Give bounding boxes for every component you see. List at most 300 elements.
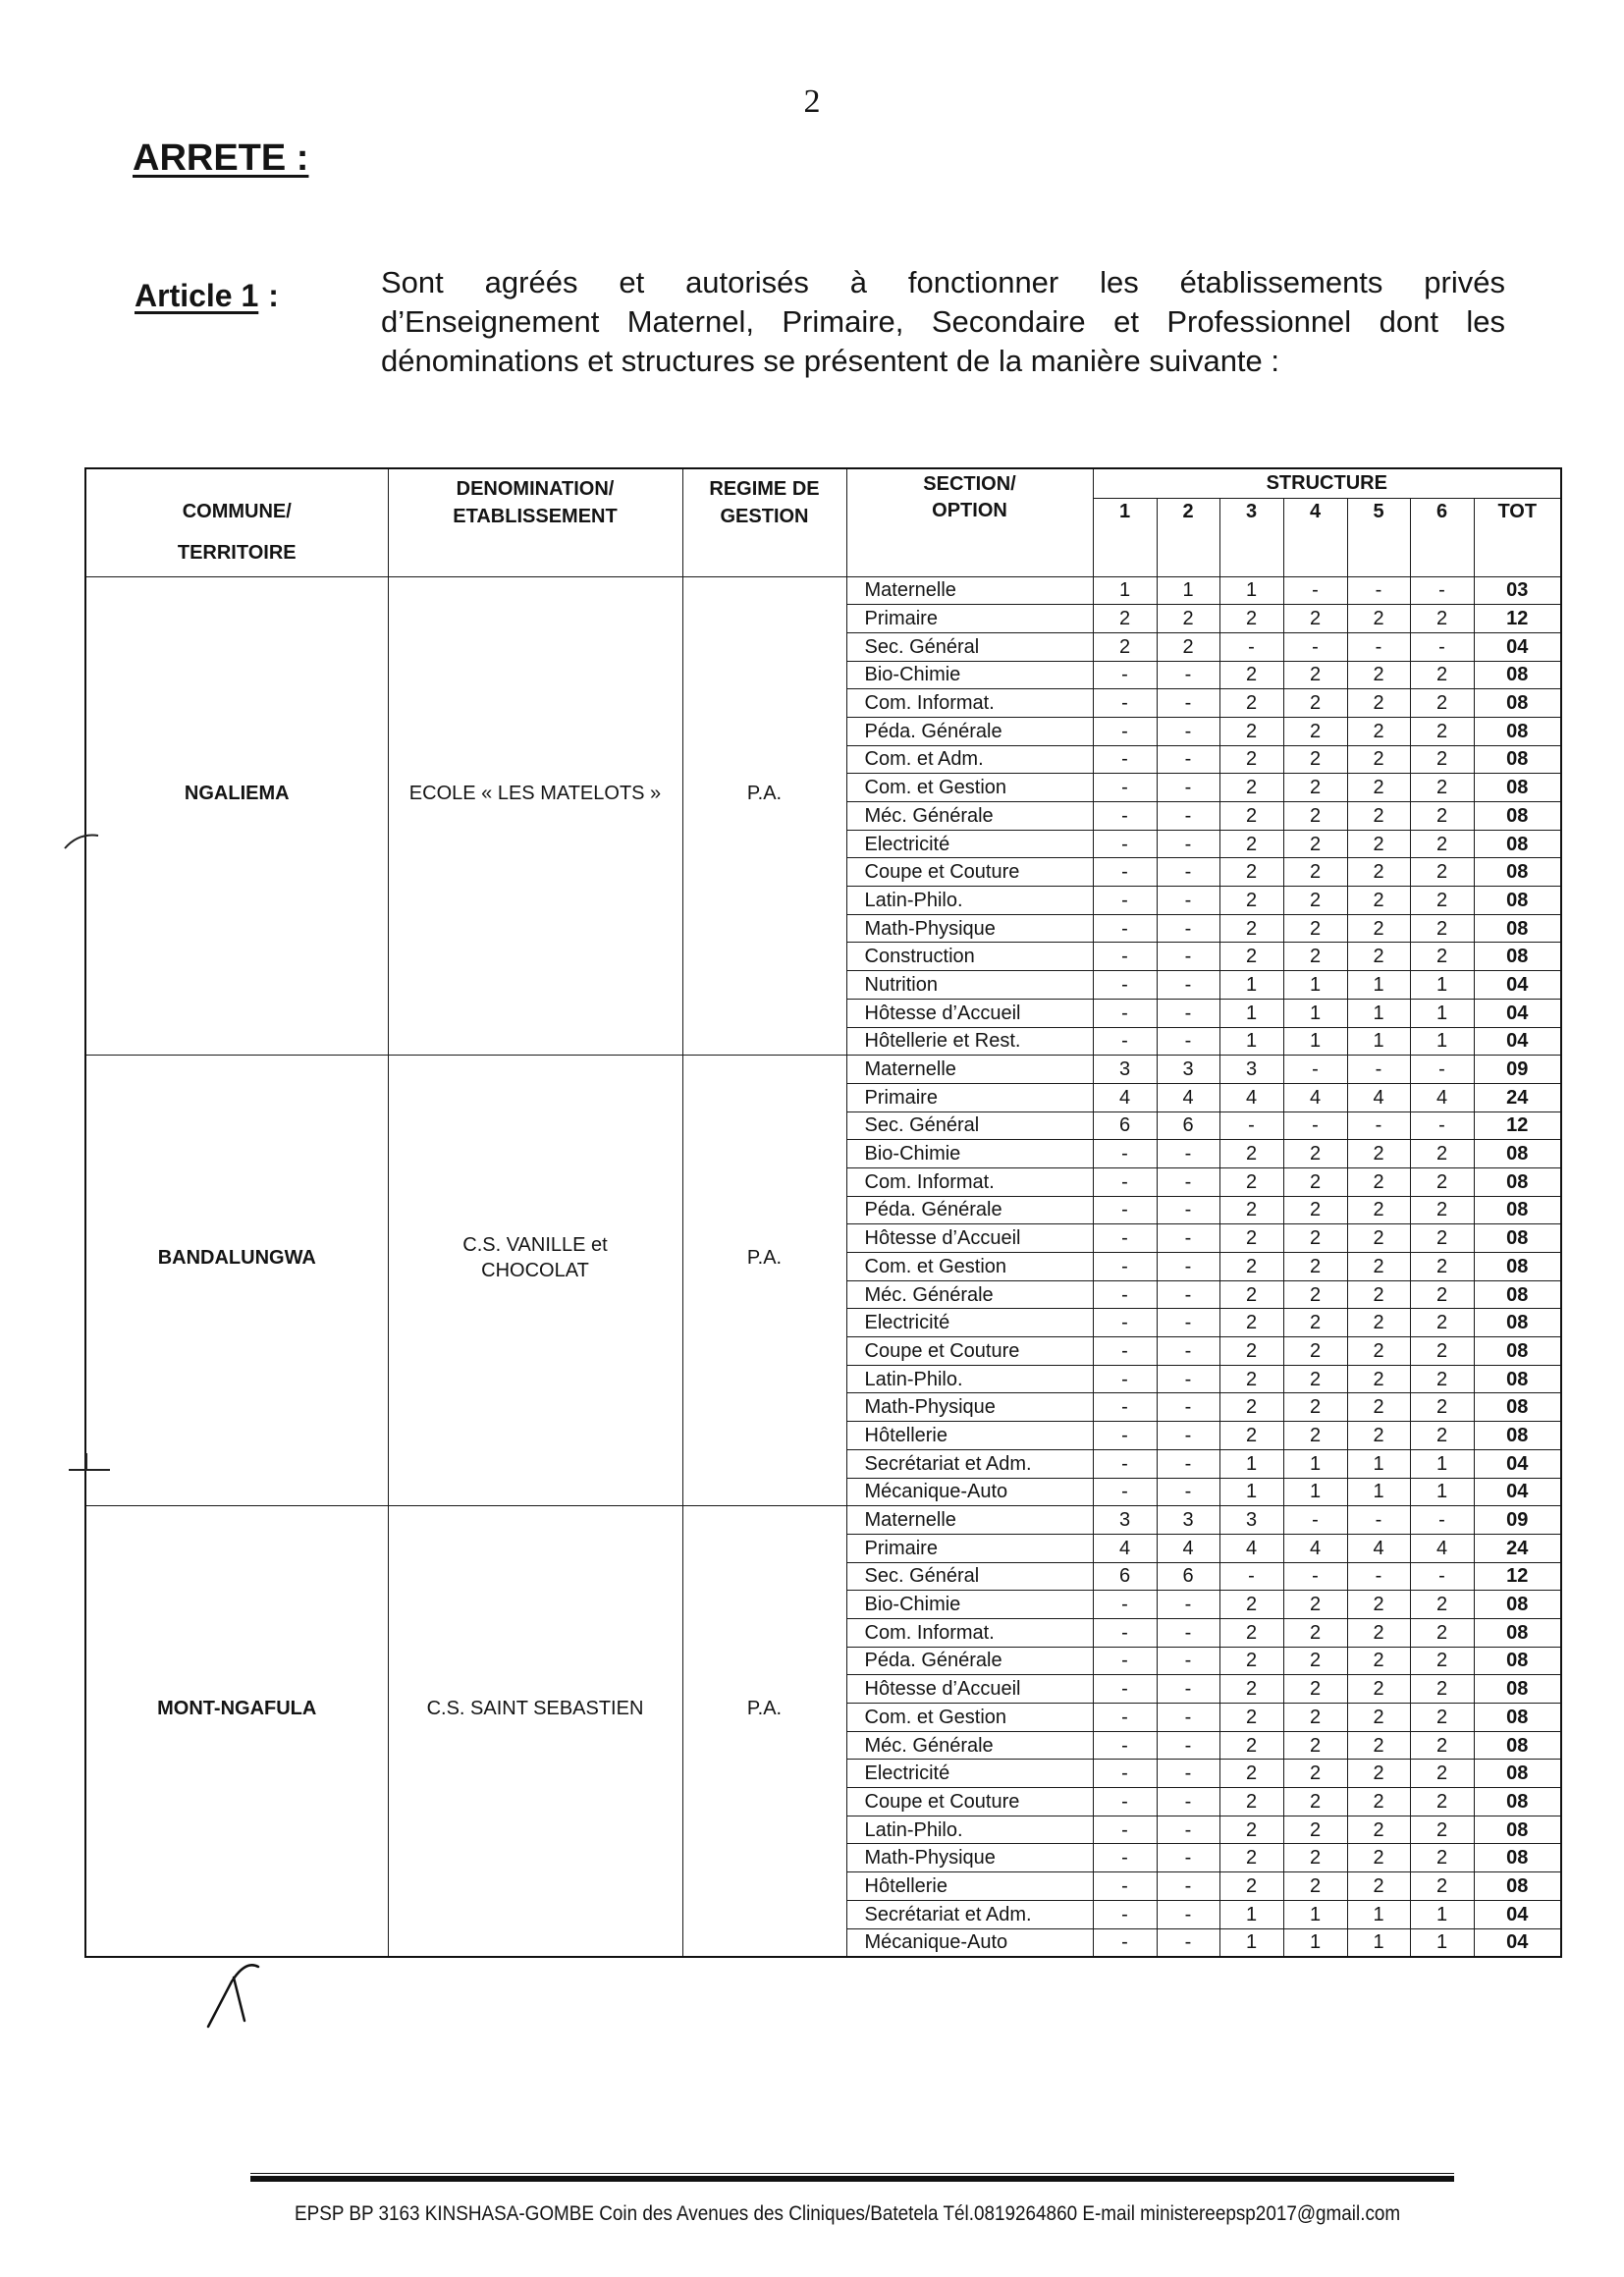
structure-level-cell: 2 (1410, 1591, 1474, 1619)
table-header-row (85, 468, 1561, 498)
structure-level-cell: - (1157, 999, 1219, 1027)
structure-level-cell: - (1157, 1591, 1219, 1619)
denomination-line: C.S. SAINT SEBASTIEN (426, 1697, 644, 1719)
structure-level-cell: - (1157, 1478, 1219, 1506)
structure-level-cell: 2 (1219, 1422, 1283, 1450)
section-option-cell: Electricité (846, 830, 1093, 858)
structure-level-cell: 2 (1283, 745, 1347, 774)
structure-level-cell: 2 (1283, 1196, 1347, 1224)
total-cell: 08 (1474, 1196, 1561, 1224)
total-cell: 08 (1474, 1872, 1561, 1901)
structure-level-cell: - (1093, 999, 1157, 1027)
structure-level-cell: - (1093, 1253, 1157, 1281)
structure-level-cell: 2 (1410, 1224, 1474, 1253)
section-option-cell: Com. et Adm. (846, 745, 1093, 774)
structure-level-cell: - (1157, 1618, 1219, 1647)
section-option-cell: Construction (846, 943, 1093, 971)
structure-level-cell: - (1093, 717, 1157, 745)
structure-level-cell: 2 (1347, 1224, 1410, 1253)
total-cell: 08 (1474, 1647, 1561, 1675)
level-header: 3 (1219, 498, 1283, 576)
total-cell: 08 (1474, 661, 1561, 689)
structure-level-cell: - (1157, 1449, 1219, 1478)
regime-header (682, 468, 846, 576)
total-cell: 04 (1474, 1928, 1561, 1957)
structure-level-cell: 1 (1283, 999, 1347, 1027)
structure-level-cell: - (1157, 1280, 1219, 1309)
structure-level-cell: 2 (1347, 1167, 1410, 1196)
structure-level-cell: 2 (1283, 1167, 1347, 1196)
structure-level-cell: - (1157, 717, 1219, 745)
total-cell: 08 (1474, 1731, 1561, 1760)
total-cell: 08 (1474, 1675, 1561, 1704)
structure-level-cell: 1 (1219, 1027, 1283, 1056)
structure-level-cell: 2 (1157, 605, 1219, 633)
signature-mark (208, 1965, 258, 2027)
structure-level-cell: 2 (1283, 717, 1347, 745)
structure-level-cell: - (1093, 1872, 1157, 1901)
structure-level-cell: 4 (1283, 1083, 1347, 1111)
structure-level-cell: 2 (1283, 943, 1347, 971)
structure-level-cell: 2 (1347, 1647, 1410, 1675)
structure-level-cell: - (1157, 1647, 1219, 1675)
structure-level-cell: 2 (1157, 632, 1219, 661)
structure-level-cell: 2 (1347, 774, 1410, 802)
structure-level-cell: 2 (1093, 605, 1157, 633)
structure-level-cell: - (1410, 632, 1474, 661)
structure-level-cell: 2 (1410, 802, 1474, 831)
structure-level-cell: 2 (1410, 1731, 1474, 1760)
structure-level-cell: - (1283, 1056, 1347, 1084)
total-cell: 08 (1474, 1167, 1561, 1196)
structure-level-cell: 1 (1347, 1027, 1410, 1056)
structure-level-cell: 1 (1347, 1928, 1410, 1957)
total-cell: 24 (1474, 1083, 1561, 1111)
section-option-cell: Péda. Générale (846, 717, 1093, 745)
structure-level-cell: 2 (1219, 1140, 1283, 1168)
structure-level-cell: 2 (1410, 1618, 1474, 1647)
structure-level-cell: - (1093, 1647, 1157, 1675)
structure-level-cell: 2 (1219, 830, 1283, 858)
total-header: TOT (1474, 498, 1561, 576)
section-option-cell: Secrétariat et Adm. (846, 1900, 1093, 1928)
section-option-cell: Hôtesse d’Accueil (846, 1675, 1093, 1704)
section-option-cell: Coupe et Couture (846, 858, 1093, 887)
structure-level-cell: - (1157, 858, 1219, 887)
structure-level-cell: - (1093, 1167, 1157, 1196)
total-cell: 08 (1474, 943, 1561, 971)
structure-level-cell: - (1093, 1591, 1157, 1619)
structure-level-cell: 1 (1219, 1449, 1283, 1478)
structure-level-cell: - (1410, 1111, 1474, 1140)
structure-level-cell: - (1157, 689, 1219, 718)
commune-cell: NGALIEMA (85, 576, 388, 1056)
structure-level-cell: - (1157, 1928, 1219, 1957)
article-line: dénominations et structures se présentent de la manière suivante : (381, 344, 1280, 378)
structure-level-cell: 2 (1410, 1337, 1474, 1366)
denomination-header-line: DENOMINATION/ (456, 478, 615, 500)
structure-level-cell: - (1093, 1140, 1157, 1168)
section-option-cell: Primaire (846, 1534, 1093, 1562)
section-option-cell: Coupe et Couture (846, 1337, 1093, 1366)
section-option-cell: Bio-Chimie (846, 1591, 1093, 1619)
structure-level-cell: 4 (1219, 1083, 1283, 1111)
section-option-cell: Mécanique-Auto (846, 1478, 1093, 1506)
table-header (85, 468, 1561, 576)
structure-level-cell: 3 (1093, 1506, 1157, 1535)
structure-level-cell: - (1219, 1111, 1283, 1140)
structure-level-cell: 2 (1283, 774, 1347, 802)
total-cell: 08 (1474, 717, 1561, 745)
structure-level-cell: - (1093, 1449, 1157, 1478)
structure-level-cell: 2 (1347, 943, 1410, 971)
structure-level-cell: - (1157, 1365, 1219, 1393)
structure-level-cell: - (1093, 1788, 1157, 1816)
total-cell: 12 (1474, 1111, 1561, 1140)
structure-level-cell: 1 (1219, 576, 1283, 605)
structure-level-cell: - (1093, 1196, 1157, 1224)
structure-level-cell: - (1093, 1928, 1157, 1957)
structure-level-cell: 4 (1347, 1534, 1410, 1562)
structure-level-cell: 2 (1410, 689, 1474, 718)
section-option-cell: Secrétariat et Adm. (846, 1449, 1093, 1478)
total-cell: 24 (1474, 1534, 1561, 1562)
structure-level-cell: - (1157, 1393, 1219, 1422)
section-option-cell: Sec. Général (846, 632, 1093, 661)
structure-level-cell: - (1093, 745, 1157, 774)
structure-level-cell: 1 (1410, 1449, 1474, 1478)
structure-level-cell: 2 (1219, 1196, 1283, 1224)
structure-level-cell: 2 (1410, 717, 1474, 745)
structure-level-cell: 2 (1283, 661, 1347, 689)
structure-level-cell: 1 (1219, 1928, 1283, 1957)
section-option-cell: Electricité (846, 1309, 1093, 1337)
section-option-cell: Latin-Philo. (846, 887, 1093, 915)
regime-header-line: REGIME DE (709, 478, 820, 500)
structure-level-cell: 6 (1157, 1562, 1219, 1591)
structure-level-cell: 2 (1283, 1309, 1347, 1337)
section-option-cell: Méc. Générale (846, 802, 1093, 831)
table-row (85, 1506, 1561, 1535)
section-option-cell: Sec. Général (846, 1111, 1093, 1140)
structure-header: STRUCTURE (1093, 468, 1561, 498)
section-option-cell: Nutrition (846, 971, 1093, 1000)
structure-level-cell: 2 (1219, 1224, 1283, 1253)
structure-level-cell: 2 (1219, 1253, 1283, 1281)
section-option-cell: Hôtesse d’Accueil (846, 999, 1093, 1027)
structure-level-cell: 2 (1283, 1731, 1347, 1760)
structure-level-cell: 2 (1283, 1337, 1347, 1366)
structure-level-cell: - (1093, 943, 1157, 971)
section-option-cell: Com. Informat. (846, 1167, 1093, 1196)
structure-level-cell: - (1157, 1704, 1219, 1732)
structure-level-cell: 2 (1347, 1844, 1410, 1872)
structure-level-cell: - (1157, 1422, 1219, 1450)
regime-cell: P.A. (682, 1056, 846, 1506)
total-cell: 08 (1474, 1788, 1561, 1816)
structure-level-cell: 2 (1283, 830, 1347, 858)
structure-level-cell: 2 (1410, 1196, 1474, 1224)
total-cell: 09 (1474, 1506, 1561, 1535)
structure-level-cell: 2 (1410, 1647, 1474, 1675)
commune-cell: BANDALUNGWA (85, 1056, 388, 1506)
section-option-cell: Maternelle (846, 1506, 1093, 1535)
structure-level-cell: - (1157, 1760, 1219, 1788)
commune-header-line: COMMUNE/ (182, 501, 292, 522)
structure-level-cell: - (1283, 1111, 1347, 1140)
level-header: 6 (1410, 498, 1474, 576)
total-cell: 08 (1474, 1393, 1561, 1422)
structure-level-cell: 2 (1219, 689, 1283, 718)
structure-level-cell: 2 (1283, 1647, 1347, 1675)
structure-level-cell: 2 (1347, 1760, 1410, 1788)
structure-level-cell: 2 (1283, 887, 1347, 915)
structure-level-cell: - (1410, 1056, 1474, 1084)
structure-level-cell: 2 (1219, 1760, 1283, 1788)
total-cell: 08 (1474, 1618, 1561, 1647)
structure-level-cell: - (1157, 802, 1219, 831)
structure-level-cell: 2 (1347, 1675, 1410, 1704)
article-line: d’Enseignement Maternel, Primaire, Secondaire et Professionnel dont les (381, 304, 1505, 339)
structure-level-cell: 2 (1410, 1309, 1474, 1337)
structure-level-cell: - (1157, 1253, 1219, 1281)
structure-level-cell: 2 (1219, 1618, 1283, 1647)
total-cell: 08 (1474, 1280, 1561, 1309)
structure-level-cell: 2 (1410, 1253, 1474, 1281)
structure-level-cell: 2 (1219, 1872, 1283, 1901)
total-cell: 08 (1474, 830, 1561, 858)
structure-level-cell: - (1093, 1309, 1157, 1337)
structure-level-cell: - (1093, 1365, 1157, 1393)
structure-level-cell: 2 (1283, 1844, 1347, 1872)
total-cell: 08 (1474, 887, 1561, 915)
structure-level-cell: 2 (1347, 1704, 1410, 1732)
structure-level-cell: 2 (1410, 1675, 1474, 1704)
section-option-cell: Méc. Générale (846, 1280, 1093, 1309)
total-cell: 08 (1474, 1422, 1561, 1450)
total-cell: 08 (1474, 689, 1561, 718)
structure-level-cell: 2 (1283, 1422, 1347, 1450)
structure-level-cell: 2 (1219, 1280, 1283, 1309)
structure-level-cell: - (1093, 1704, 1157, 1732)
structure-level-cell: 2 (1347, 1337, 1410, 1366)
structure-level-cell: - (1157, 943, 1219, 971)
structure-level-cell: 1 (1283, 1027, 1347, 1056)
structure-level-cell: - (1093, 858, 1157, 887)
structure-level-cell: 2 (1219, 1704, 1283, 1732)
total-cell: 08 (1474, 858, 1561, 887)
structure-level-cell: - (1219, 1562, 1283, 1591)
section-option-cell: Maternelle (846, 576, 1093, 605)
structure-level-cell: - (1093, 1618, 1157, 1647)
structure-level-cell: 1 (1219, 999, 1283, 1027)
structure-level-cell: - (1157, 1872, 1219, 1901)
structure-level-cell: 2 (1219, 914, 1283, 943)
section-option-cell: Com. et Gestion (846, 1704, 1093, 1732)
structure-level-cell: - (1410, 576, 1474, 605)
section-option-cell: Primaire (846, 1083, 1093, 1111)
structure-level-cell: - (1157, 1309, 1219, 1337)
total-cell: 08 (1474, 745, 1561, 774)
article-label (135, 276, 279, 315)
level-header: 5 (1347, 498, 1410, 576)
structure-level-cell: 2 (1219, 1816, 1283, 1844)
structure-level-cell: 2 (1347, 858, 1410, 887)
article-body (381, 263, 1505, 381)
structure-level-cell: 2 (1347, 1196, 1410, 1224)
structure-level-cell: 6 (1093, 1562, 1157, 1591)
structure-level-cell: 2 (1219, 943, 1283, 971)
structure-level-cell: 2 (1347, 605, 1410, 633)
structure-level-cell: - (1157, 745, 1219, 774)
structure-level-cell: 4 (1093, 1083, 1157, 1111)
section-option-cell: Math-Physique (846, 914, 1093, 943)
structure-level-cell: 1 (1219, 1478, 1283, 1506)
structure-level-cell: - (1157, 661, 1219, 689)
structure-level-cell: - (1157, 1844, 1219, 1872)
structure-level-cell: - (1093, 971, 1157, 1000)
section-option-cell: Hôtellerie (846, 1872, 1093, 1901)
structure-level-cell: - (1157, 1027, 1219, 1056)
structure-level-cell: 4 (1219, 1534, 1283, 1562)
structure-level-cell: 1 (1347, 971, 1410, 1000)
structure-level-cell: 4 (1157, 1083, 1219, 1111)
total-cell: 08 (1474, 1253, 1561, 1281)
structure-level-cell: 2 (1347, 1140, 1410, 1168)
structure-level-cell: - (1093, 802, 1157, 831)
structure-level-cell: 1 (1410, 999, 1474, 1027)
table-row (85, 576, 1561, 605)
structure-level-cell: 2 (1347, 802, 1410, 831)
structure-level-cell: 4 (1093, 1534, 1157, 1562)
structure-level-cell: - (1157, 1167, 1219, 1196)
structure-level-cell: 2 (1283, 1788, 1347, 1816)
structure-level-cell: 2 (1347, 914, 1410, 943)
structure-level-cell: 2 (1219, 745, 1283, 774)
structure-level-cell: 1 (1410, 1478, 1474, 1506)
structure-level-cell: 2 (1347, 887, 1410, 915)
structure-level-cell: - (1093, 1224, 1157, 1253)
section-option-cell: Bio-Chimie (846, 1140, 1093, 1168)
structure-level-cell: 2 (1093, 632, 1157, 661)
structure-level-cell: 2 (1410, 830, 1474, 858)
total-cell: 04 (1474, 1900, 1561, 1928)
structure-level-cell: 2 (1410, 1422, 1474, 1450)
structure-level-cell: - (1157, 914, 1219, 943)
structure-level-cell: 6 (1093, 1111, 1157, 1140)
structure-level-cell: 2 (1347, 1731, 1410, 1760)
structure-level-cell: - (1157, 971, 1219, 1000)
total-cell: 08 (1474, 1591, 1561, 1619)
structure-level-cell: - (1093, 887, 1157, 915)
structure-level-cell: 3 (1157, 1056, 1219, 1084)
structure-level-cell: 1 (1410, 1027, 1474, 1056)
structure-level-cell: 2 (1410, 1872, 1474, 1901)
structure-level-cell: 2 (1347, 745, 1410, 774)
structure-level-cell: 2 (1283, 1365, 1347, 1393)
structure-level-cell: 2 (1347, 830, 1410, 858)
structure-level-cell: 2 (1219, 1844, 1283, 1872)
footer-contact: EPSP BP 3163 KINSHASA-GOMBE Coin des Avenues des Cliniques/Batetela Tél.0819264860 E-mail ministereepsp2017@gmail.com (295, 2202, 1401, 2225)
section-option-cell: Com. Informat. (846, 1618, 1093, 1647)
structure-level-cell: 1 (1410, 1928, 1474, 1957)
section-option-cell: Math-Physique (846, 1844, 1093, 1872)
structure-level-cell: 3 (1219, 1506, 1283, 1535)
structure-level-cell: 2 (1410, 1393, 1474, 1422)
structure-level-cell: 2 (1410, 1760, 1474, 1788)
structure-level-cell: 1 (1219, 1900, 1283, 1928)
structure-level-cell: - (1283, 576, 1347, 605)
structure-level-cell: 2 (1283, 1140, 1347, 1168)
structure-level-cell: 2 (1219, 858, 1283, 887)
structure-level-cell: - (1157, 1140, 1219, 1168)
structure-level-cell: 3 (1093, 1056, 1157, 1084)
section-option-cell: Math-Physique (846, 1393, 1093, 1422)
structure-level-cell: - (1093, 1478, 1157, 1506)
structure-level-cell: - (1093, 774, 1157, 802)
structure-level-cell: 3 (1157, 1506, 1219, 1535)
level-header: 1 (1093, 498, 1157, 576)
total-cell: 08 (1474, 1140, 1561, 1168)
structure-level-cell: 2 (1410, 1816, 1474, 1844)
structure-level-cell: 2 (1347, 717, 1410, 745)
denomination-header (388, 468, 682, 576)
total-cell: 03 (1474, 576, 1561, 605)
page-number: 2 (803, 83, 821, 120)
structure-level-cell: - (1093, 1337, 1157, 1366)
denomination-header-line: ETABLISSEMENT (453, 506, 618, 527)
structure-level-cell: - (1093, 1422, 1157, 1450)
structure-level-cell: - (1219, 632, 1283, 661)
structure-level-cell: 2 (1347, 1280, 1410, 1309)
structure-level-cell: - (1093, 1816, 1157, 1844)
section-option-cell: Com. Informat. (846, 689, 1093, 718)
structure-level-cell: 2 (1219, 661, 1283, 689)
structure-level-cell: 4 (1410, 1534, 1474, 1562)
structure-level-cell: 1 (1283, 1449, 1347, 1478)
total-cell: 08 (1474, 774, 1561, 802)
structure-level-cell: 2 (1283, 802, 1347, 831)
structure-level-cell: - (1157, 887, 1219, 915)
structure-level-cell: 4 (1157, 1534, 1219, 1562)
section-option-cell: Maternelle (846, 1056, 1093, 1084)
total-cell: 04 (1474, 971, 1561, 1000)
structure-level-cell: - (1157, 1788, 1219, 1816)
structure-level-cell: - (1347, 1056, 1410, 1084)
section-option-cell: Com. et Gestion (846, 774, 1093, 802)
structure-level-cell: 3 (1219, 1056, 1283, 1084)
level-header: 4 (1283, 498, 1347, 576)
structure-level-cell: 2 (1219, 1591, 1283, 1619)
section-option-cell: Péda. Générale (846, 1647, 1093, 1675)
structure-level-cell: 4 (1283, 1534, 1347, 1562)
structure-level-cell: 2 (1283, 1704, 1347, 1732)
structure-level-cell: 2 (1347, 1872, 1410, 1901)
denomination-line: ECOLE « LES MATELOTS » (408, 782, 662, 804)
section-option-cell: Bio-Chimie (846, 661, 1093, 689)
section-option-cell: Mécanique-Auto (846, 1928, 1093, 1957)
total-cell: 04 (1474, 632, 1561, 661)
denomination-cell (388, 1056, 682, 1506)
structure-level-cell: 2 (1410, 774, 1474, 802)
structure-level-cell: 2 (1410, 887, 1474, 915)
commune-header-line: TERRITOIRE (177, 542, 297, 564)
structure-level-cell: - (1157, 1900, 1219, 1928)
structure-level-cell: 2 (1347, 1788, 1410, 1816)
section-header-line: OPTION (932, 500, 1007, 521)
structure-level-cell: - (1093, 1844, 1157, 1872)
structure-level-cell: 2 (1347, 1422, 1410, 1450)
